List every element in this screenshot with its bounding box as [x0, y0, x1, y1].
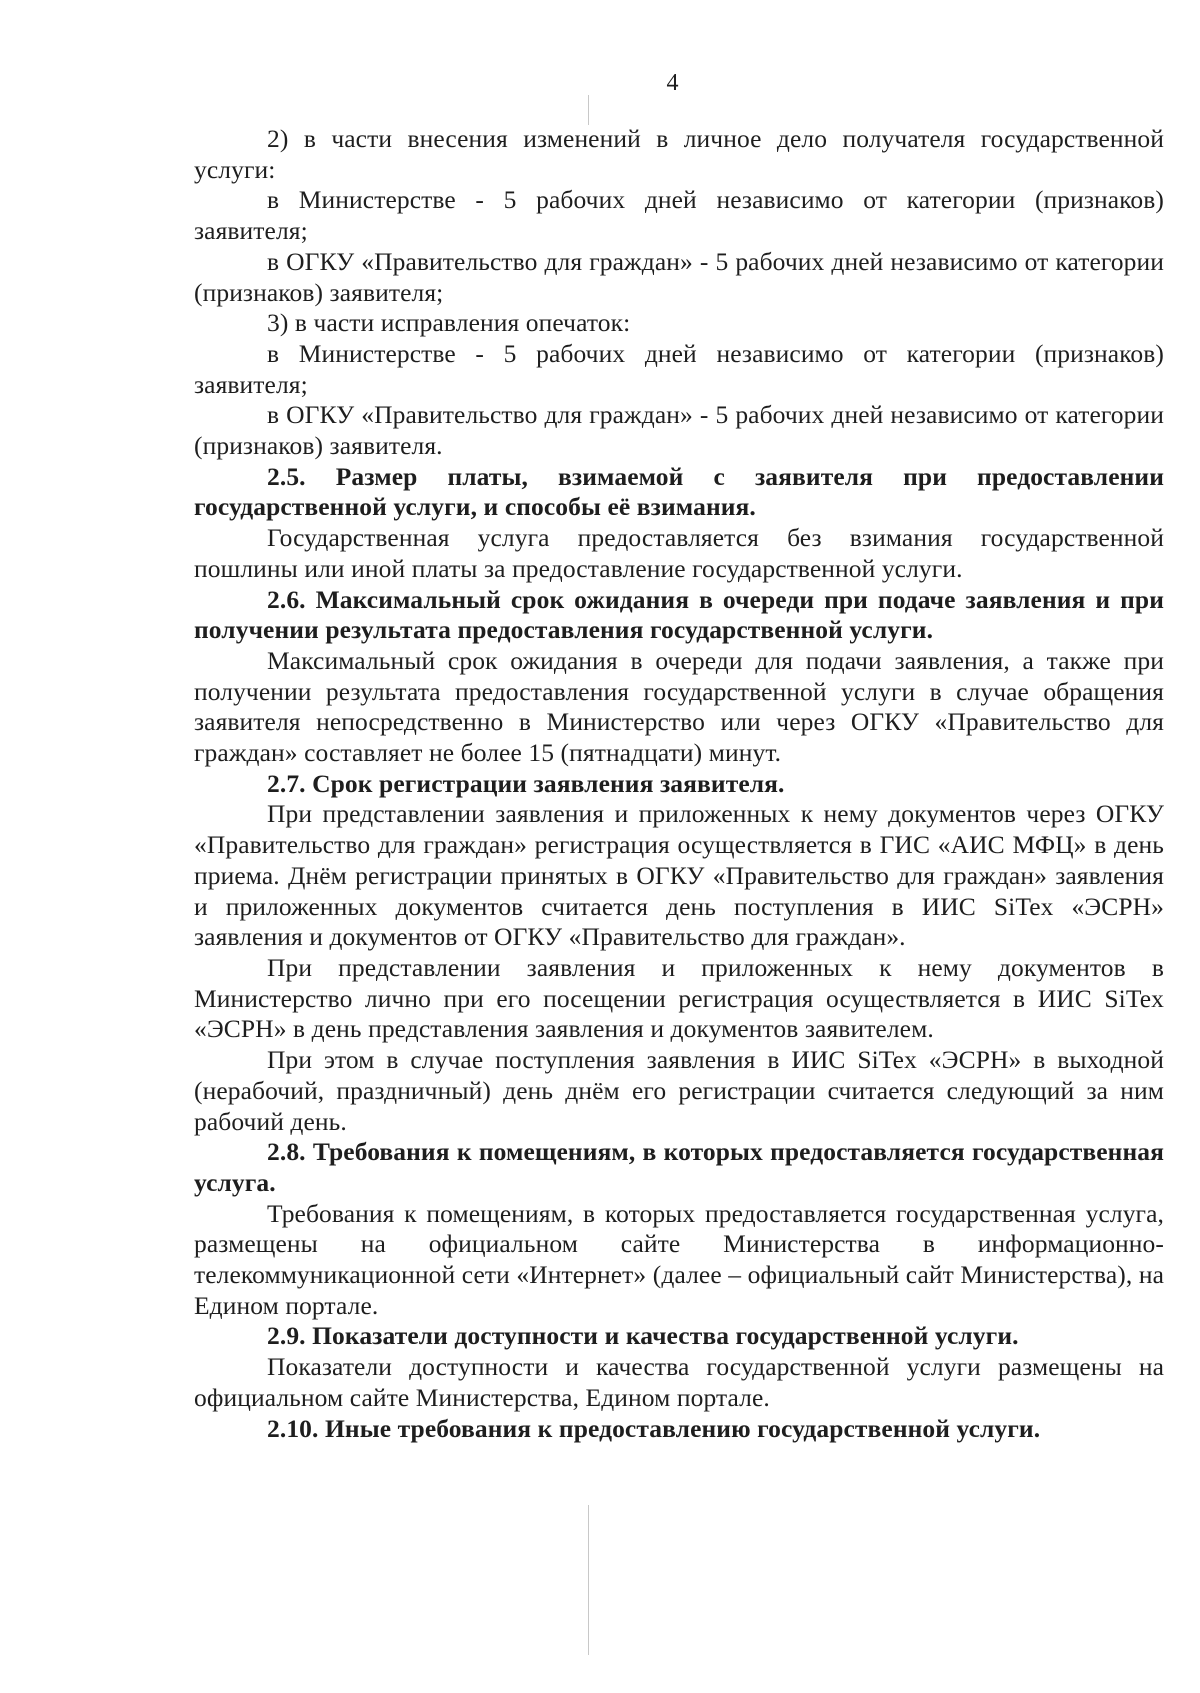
- section-heading: 2.6. Максимальный срок ожидания в очереди при подаче заявления и при получении результата предоставления государственной услуги.: [194, 584, 1164, 645]
- paragraph: 3) в части исправления опечаток:: [267, 308, 631, 338]
- paragraph: в Министерстве - 5 рабочих дней независимо от категории (признаков) заявителя;: [194, 338, 1164, 399]
- paragraph: Требования к помещениям, в которых предоставляется государственная услуга, размещены на официальном сайте Министерства в информационно-телекоммуникационной сети «Интернет» (далее – официальный сайт Министерства), на Едином портале.: [194, 1198, 1164, 1320]
- paragraph: Максимальный срок ожидания в очереди для подачи заявления, а также при получении результата предоставления государственной услуги в случае обращения заявителя непосредственно в Министерство или через ОГКУ «Правительство для граждан» составляет не более 15 (пятнадцати) минут.: [194, 645, 1164, 768]
- paragraph: в Министерстве - 5 рабочих дней независимо от категории (признаков) заявителя;: [194, 185, 1164, 246]
- paragraph: Показатели доступности и качества государственной услуги размещены на официальном сайте Министерства, Едином портале.: [194, 1352, 1164, 1412]
- paragraph: Государственная услуга предоставляется без взимания государственной пошлины или иной платы за предоставление государственной услуги.: [194, 523, 1164, 583]
- section-heading: 2.5. Размер платы, взимаемой с заявителя при предоставлении государственной услуги, и способы её взимания.: [194, 461, 1164, 522]
- section-heading: 2.8. Требования к помещениям, в которых предоставляется государственная услуга.: [194, 1137, 1164, 1197]
- paragraph: 2) в части внесения изменений в личное дело получателя государственной услуги:: [194, 124, 1164, 184]
- document-body: [194, 124, 1164, 1444]
- paragraph: При этом в случае поступления заявления в ИИС SiTex «ЭСРН» в выходной (нерабочий, праздничный) день днём его регистрации считается следующий за ним рабочий день.: [194, 1045, 1164, 1136]
- page-number: 4: [666, 70, 679, 96]
- paragraph: в ОГКУ «Правительство для граждан» - 5 рабочих дней независимо от категории (признаков) заявителя;: [194, 246, 1164, 307]
- section-heading: 2.10. Иные требования к предоставлению государственной услуги.: [267, 1413, 1041, 1443]
- section-heading: 2.7. Срок регистрации заявления заявителя.: [267, 768, 785, 798]
- paragraph: При представлении заявления и приложенных к нему документов через ОГКУ «Правительство для граждан» регистрация осуществляется в ГИС «АИС МФЦ» в день приема. Днём регистрации принятых в ОГКУ «Правительство для граждан» заявления и приложенных документов считается день поступления в ИИС SiTex «ЭСРН» заявления и документов от ОГКУ «Правительство для граждан».: [194, 799, 1164, 952]
- scan-artifact-line: [588, 95, 589, 125]
- section-heading: 2.9. Показатели доступности и качества государственной услуги.: [267, 1321, 1019, 1351]
- scan-artifact-line: [588, 1505, 589, 1655]
- paragraph: в ОГКУ «Правительство для граждан» - 5 рабочих дней независимо от категории (признаков) заявителя.: [194, 400, 1164, 461]
- paragraph: При представлении заявления и приложенных к нему документов в Министерство лично при его посещении регистрация осуществляется в ИИС SiTex «ЭСРН» в день представления заявления и документов заявителем.: [194, 952, 1164, 1044]
